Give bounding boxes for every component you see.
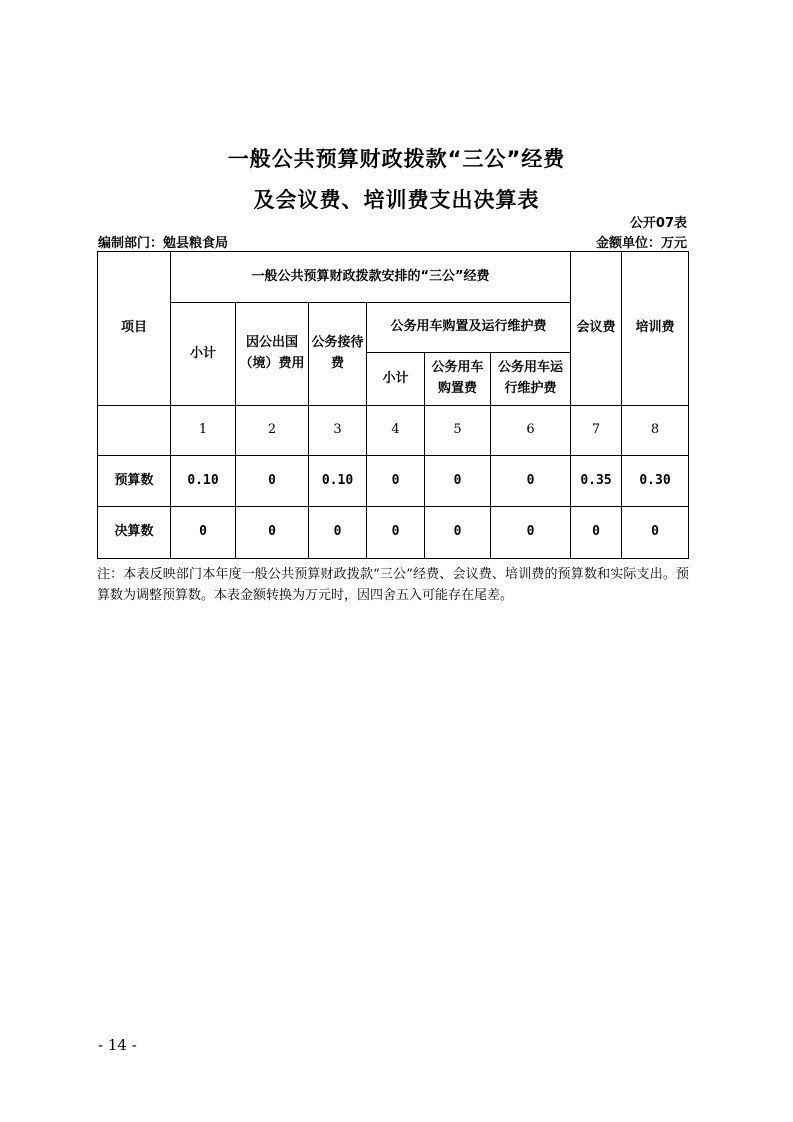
table-note: 注：本表反映部门本年度一般公共预算财政拨款“三公”经费、会议费、培训费的预算数和实际支出。预算数为调整预算数。本表金额转换为万元时，因四舍五入可能存在尾差。 [97,567,689,603]
header-vehicle-subtotal: 小计 [367,353,425,406]
cell-value: 0 [367,507,425,559]
column-number: 4 [367,406,425,456]
department-label: 编制部门：勉县粮食局 [98,236,229,251]
title-line-1: 一般公共预算财政拨款“三公”经费 [227,147,566,171]
column-number: 2 [236,406,309,456]
page-number: - 14 - [98,1036,137,1054]
header-three-public-group: 一般公共预算财政拨款安排的“三公”经费 [171,252,571,303]
column-number-blank [98,406,171,456]
cell-value: 0 [622,507,689,559]
column-number: 6 [491,406,571,456]
cell-value: 0.30 [622,456,689,507]
table-row-budget [98,456,689,507]
table-row-final [98,507,689,559]
header-abroad: 因公出国（境）费用 [236,303,309,406]
cell-value: 0.10 [309,456,367,507]
unit-label: 金额单位：万元 [595,236,687,251]
cell-value: 0 [236,507,309,559]
header-meeting: 会议费 [571,252,622,406]
table-code: 公开07表 [629,216,687,231]
cell-value: 0 [367,456,425,507]
cell-value: 0.10 [171,456,236,507]
cell-value: 0 [491,456,571,507]
row-label: 预算数 [98,456,171,507]
cell-value: 0 [491,507,571,559]
header-vehicle-purchase: 公务用车购置费 [425,353,491,406]
column-number: 1 [171,406,236,456]
cell-value: 0 [425,507,491,559]
column-number: 3 [309,406,367,456]
header-vehicle-operation: 公务用车运行维护费 [491,353,571,406]
cell-value: 0 [571,507,622,559]
header-training: 培训费 [622,252,689,406]
cell-value: 0.35 [571,456,622,507]
cell-value: 0 [425,456,491,507]
cell-value: 0 [309,507,367,559]
row-label: 决算数 [98,507,171,559]
column-number: 5 [425,406,491,456]
cell-value: 0 [171,507,236,559]
column-number: 7 [571,406,622,456]
cell-value: 0 [236,456,309,507]
header-subtotal: 小计 [171,303,236,406]
header-reception: 公务接待费 [309,303,367,406]
title-line-2: 及会议费、培训费支出决算表 [253,188,540,212]
expenditure-table [97,251,689,559]
column-number: 8 [622,406,689,456]
header-item: 项目 [98,252,171,406]
header-vehicle-group: 公务用车购置及运行维护费 [367,303,571,353]
